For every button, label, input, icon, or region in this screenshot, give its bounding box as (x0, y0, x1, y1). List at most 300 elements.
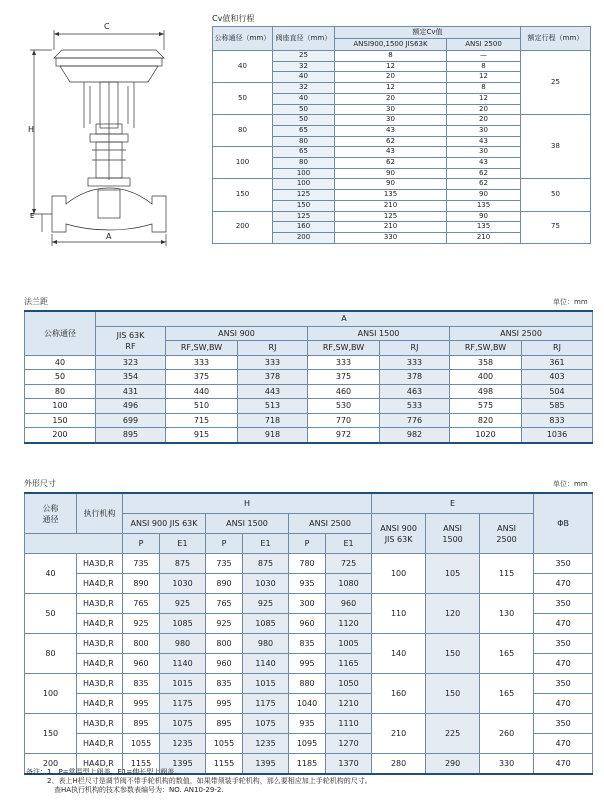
cv-cell: 135 (447, 222, 521, 233)
dim-header-p: P (206, 534, 243, 554)
flange-cell: 443 (238, 384, 308, 399)
flange-cell-nominal: 150 (25, 413, 96, 428)
dim-cell-e: 130 (480, 594, 534, 634)
cv-cell: 210 (335, 222, 447, 233)
dim-cell-actuator: HA4D,R (77, 574, 123, 594)
flange-cell: 375 (166, 370, 238, 385)
dim-cell-h: 800 (206, 634, 243, 654)
cv-cell: 30 (447, 147, 521, 158)
flange-unit: 单位：mm (553, 298, 588, 306)
dim-cell-h: 835 (289, 634, 326, 654)
cv-cell-nominal: 200 (213, 211, 273, 243)
dim-header-e-ansi2500 (480, 514, 534, 554)
dim-cell-h: 1185 (289, 754, 326, 775)
cv-cell: 330 (335, 232, 447, 243)
flange-cell-nominal: 100 (25, 399, 96, 414)
dim-cell-h: 980 (243, 634, 289, 654)
dim-cell-e: 330 (480, 754, 534, 775)
cv-cell: 160 (273, 222, 335, 233)
cv-row (213, 211, 591, 222)
dim-header-phib: ΦB (534, 493, 593, 554)
dim-cell-phib: 350 (534, 674, 593, 694)
flange-header-ansi900: ANSI 900 (166, 326, 308, 341)
dim-cell-h: 925 (123, 614, 160, 634)
flange-cell: 585 (522, 399, 593, 414)
flange-cell: 498 (450, 384, 522, 399)
cv-section-title: Cv值和行程 (212, 14, 255, 23)
cv-cell: 65 (273, 125, 335, 136)
note-line-3: 查HA执行机构的技术参数表编号为：NO. AN10-29-2. (54, 786, 224, 794)
dim-cell-e: 140 (372, 634, 426, 674)
cv-row (213, 179, 591, 190)
cv-row (213, 51, 591, 62)
dim-cell-h: 890 (123, 574, 160, 594)
dim-header-nominal-line2: 通径 (42, 514, 59, 524)
dim-cell-e: 110 (372, 594, 426, 634)
cv-cell: 8 (335, 51, 447, 62)
flange-row (25, 399, 593, 414)
dim-cell-actuator: HA3D,R (77, 674, 123, 694)
dim-cell-nominal: 100 (25, 674, 77, 714)
flange-cell-nominal: 40 (25, 355, 96, 370)
diagram-label-a: A (106, 232, 112, 241)
flange-cell-nominal: 200 (25, 428, 96, 443)
cv-cell: 30 (447, 125, 521, 136)
dim-header-e-ansi2500-line2: 2500 (496, 534, 517, 544)
flange-header-rf: RF,SW,BW (450, 341, 522, 356)
dim-header-h: H (123, 493, 372, 514)
cv-cell: 210 (447, 232, 521, 243)
dim-cell-phib: 470 (534, 654, 593, 674)
dim-cell-nominal: 80 (25, 634, 77, 674)
flange-row (25, 370, 593, 385)
cv-cell: 32 (273, 83, 335, 94)
dim-cell-h: 1075 (160, 714, 206, 734)
dim-cell-e: 160 (372, 674, 426, 714)
dim-cell-actuator: HA3D,R (77, 634, 123, 654)
dim-cell-actuator: HA3D,R (77, 554, 123, 574)
cv-cell-stroke: 75 (521, 211, 591, 243)
dim-header-e-ansi900 (372, 514, 426, 554)
dim-cell-h: 735 (206, 554, 243, 574)
cv-cell: 210 (335, 200, 447, 211)
note-line-2: 2、表上H栏尺寸是调节阀不带手轮机构的数值，如果带须装手轮机构，那么要相应加上手轮机构的尺寸。 (47, 777, 372, 785)
flange-cell: 918 (238, 428, 308, 443)
dim-cell-h: 960 (289, 614, 326, 634)
dim-header-nominal (25, 493, 77, 534)
dim-cell-h: 995 (123, 694, 160, 714)
dim-header-spacer (25, 534, 123, 554)
dim-header-e: E (372, 493, 534, 514)
cv-cell-nominal: 100 (213, 147, 273, 179)
cv-cell: 125 (273, 190, 335, 201)
cv-header-seat: 阀座直径（mm） (273, 27, 335, 51)
flange-cell: 496 (96, 399, 166, 414)
dim-row (25, 554, 593, 574)
flange-header-ansi2500: ANSI 2500 (450, 326, 593, 341)
cv-cell-stroke: 38 (521, 115, 591, 179)
cv-header-ansi900: ANSI900,1500 JIS63K (335, 39, 447, 51)
cv-cell: 12 (447, 93, 521, 104)
dim-cell-e: 100 (372, 554, 426, 594)
flange-cell: 699 (96, 413, 166, 428)
dim-cell-actuator: HA4D,R (77, 734, 123, 754)
cv-cell: 50 (273, 104, 335, 115)
dim-cell-h: 1175 (243, 694, 289, 714)
dim-cell-h: 1095 (289, 734, 326, 754)
cv-cell: 65 (273, 147, 335, 158)
cv-cell: 90 (447, 190, 521, 201)
dim-header-e-ansi1500-line2: 1500 (442, 534, 463, 544)
cv-cell: 25 (273, 51, 335, 62)
dim-cell-h: 925 (206, 614, 243, 634)
flange-cell: 333 (308, 355, 380, 370)
dim-cell-actuator: HA3D,R (77, 594, 123, 614)
flange-cell: 895 (96, 428, 166, 443)
cv-cell: 90 (335, 168, 447, 179)
dim-cell-h: 765 (123, 594, 160, 614)
flange-cell: 431 (96, 384, 166, 399)
cv-cell: 20 (335, 72, 447, 83)
dim-cell-h: 960 (123, 654, 160, 674)
dim-cell-e: 260 (480, 714, 534, 754)
dim-cell-h: 1235 (160, 734, 206, 754)
dim-header-e-ansi1500 (426, 514, 480, 554)
dim-row (25, 714, 593, 734)
dim-cell-h: 1175 (160, 694, 206, 714)
flange-cell: 533 (380, 399, 450, 414)
dim-cell-h: 960 (206, 654, 243, 674)
flange-cell: 504 (522, 384, 593, 399)
flange-cell: 323 (96, 355, 166, 370)
dim-cell-h: 1005 (326, 634, 372, 654)
dim-cell-phib: 350 (534, 714, 593, 734)
dim-cell-h: 1395 (243, 754, 289, 775)
cv-cell: 62 (447, 168, 521, 179)
dim-cell-h: 1015 (243, 674, 289, 694)
flange-cell: 378 (380, 370, 450, 385)
flange-cell: 358 (450, 355, 522, 370)
cv-cell: 62 (335, 158, 447, 169)
dim-cell-h: 835 (123, 674, 160, 694)
flange-header-jis-line1: JIS 63K (116, 330, 145, 340)
cv-cell: 43 (447, 158, 521, 169)
cv-cell: 125 (273, 211, 335, 222)
dim-cell-e: 225 (426, 714, 480, 754)
dim-row (25, 594, 593, 614)
dim-cell-h: 1030 (243, 574, 289, 594)
dim-row (25, 674, 593, 694)
flange-header-jis (96, 326, 166, 355)
dim-cell-h: 1235 (243, 734, 289, 754)
dim-cell-h: 1120 (326, 614, 372, 634)
dim-cell-h: 800 (123, 634, 160, 654)
cv-table (212, 26, 591, 244)
dim-header-e1: E1 (243, 534, 289, 554)
dim-cell-h: 1140 (160, 654, 206, 674)
cv-cell: 62 (335, 136, 447, 147)
dim-cell-h: 1050 (326, 674, 372, 694)
dim-cell-phib: 350 (534, 634, 593, 654)
dim-cell-h: 935 (289, 574, 326, 594)
dim-cell-h: 1270 (326, 734, 372, 754)
flange-cell: 1020 (450, 428, 522, 443)
flange-header-ansi1500: ANSI 1500 (308, 326, 450, 341)
dim-cell-h: 895 (123, 714, 160, 734)
flange-cell-nominal: 80 (25, 384, 96, 399)
cv-cell: 125 (335, 211, 447, 222)
cv-cell: 80 (273, 136, 335, 147)
dim-cell-h: 960 (326, 594, 372, 614)
dim-cell-e: 280 (372, 754, 426, 775)
dim-cell-h: 1040 (289, 694, 326, 714)
cv-cell: 100 (273, 179, 335, 190)
cv-cell: 20 (447, 115, 521, 126)
note-line-1: 备注：1、P=常温型上阀盖，E1=伸长型上阀盖。 (26, 768, 182, 776)
cv-cell: 43 (447, 136, 521, 147)
flange-cell: 354 (96, 370, 166, 385)
flange-cell: 715 (166, 413, 238, 428)
flange-cell: 333 (238, 355, 308, 370)
dim-cell-e: 150 (426, 674, 480, 714)
dim-header-e1: E1 (160, 534, 206, 554)
valve-diagram (26, 20, 176, 252)
cv-header-nominal: 公称通径（mm） (213, 27, 273, 51)
flange-cell: 1036 (522, 428, 593, 443)
dim-section-title: 外形尺寸 (24, 479, 56, 488)
cv-cell: 40 (273, 93, 335, 104)
dim-cell-phib: 470 (534, 694, 593, 714)
dim-cell-h: 1210 (326, 694, 372, 714)
dim-cell-h: 925 (160, 594, 206, 614)
dim-cell-h: 1370 (326, 754, 372, 775)
flange-cell: 463 (380, 384, 450, 399)
flange-header-rf: RF,SW,BW (166, 341, 238, 356)
cv-cell: 50 (273, 115, 335, 126)
cv-cell: 30 (335, 115, 447, 126)
flange-cell: 510 (166, 399, 238, 414)
dim-header-p: P (289, 534, 326, 554)
flange-row (25, 413, 593, 428)
flange-header-rj: RJ (380, 341, 450, 356)
dim-cell-h: 1015 (160, 674, 206, 694)
dim-cell-nominal: 40 (25, 554, 77, 594)
dim-cell-h: 1080 (326, 574, 372, 594)
flange-cell: 530 (308, 399, 380, 414)
cv-cell: 30 (335, 104, 447, 115)
dim-cell-e: 115 (480, 554, 534, 594)
dim-cell-h: 1055 (123, 734, 160, 754)
cv-cell-nominal: 150 (213, 179, 273, 211)
flange-cell: 972 (308, 428, 380, 443)
dim-cell-h: 735 (123, 554, 160, 574)
cv-cell: 40 (273, 72, 335, 83)
cv-cell: 150 (273, 200, 335, 211)
dim-header-ansi2500: ANSI 2500 (289, 514, 372, 534)
cv-cell: 200 (273, 232, 335, 243)
dim-cell-h: 995 (289, 654, 326, 674)
dim-cell-phib: 470 (534, 614, 593, 634)
flange-cell: 400 (450, 370, 522, 385)
dim-cell-h: 1155 (123, 754, 160, 775)
dim-cell-nominal: 50 (25, 594, 77, 634)
cv-cell: 20 (335, 93, 447, 104)
cv-cell: 20 (447, 104, 521, 115)
dim-cell-h: 300 (289, 594, 326, 614)
dim-cell-h: 880 (289, 674, 326, 694)
dim-cell-h: 835 (206, 674, 243, 694)
cv-header-ansi2500: ANSI 2500 (447, 39, 521, 51)
cv-cell: 135 (335, 190, 447, 201)
dim-cell-phib: 470 (534, 734, 593, 754)
flange-header-a: A (96, 311, 593, 326)
dim-header-nominal-line1: 公称 (42, 503, 59, 513)
dim-cell-h: 1075 (243, 714, 289, 734)
diagram-label-c: C (104, 22, 110, 31)
dim-cell-h: 895 (206, 714, 243, 734)
flange-cell: 915 (166, 428, 238, 443)
dim-header-p: P (123, 534, 160, 554)
cv-cell: 12 (447, 72, 521, 83)
dim-cell-h: 1055 (206, 734, 243, 754)
flange-cell: 982 (380, 428, 450, 443)
flange-cell: 440 (166, 384, 238, 399)
flange-cell: 575 (450, 399, 522, 414)
dim-cell-h: 925 (243, 594, 289, 614)
cv-cell: 90 (447, 211, 521, 222)
dim-cell-h: 1030 (160, 574, 206, 594)
cv-cell: 62 (447, 179, 521, 190)
dim-cell-e: 105 (426, 554, 480, 594)
flange-cell: 403 (522, 370, 593, 385)
dim-cell-h: 995 (206, 694, 243, 714)
dim-cell-h: 780 (289, 554, 326, 574)
dim-cell-nominal: 200 (25, 754, 77, 775)
diagram-label-h: H (28, 125, 35, 134)
dim-cell-actuator: HA3D,R (77, 714, 123, 734)
dim-cell-h: 890 (206, 574, 243, 594)
dim-table (24, 492, 593, 775)
dim-header-e-ansi2500-line1: ANSI (497, 523, 517, 533)
dim-cell-phib: 350 (534, 594, 593, 614)
dim-header-e-ansi900-line2: JIS 63K (384, 534, 413, 544)
dim-header-e-ansi1500-line1: ANSI (443, 523, 463, 533)
cv-cell: 43 (335, 125, 447, 136)
dim-header-ansi900jis: ANSI 900 JIS 63K (123, 514, 206, 534)
dim-cell-h: 935 (289, 714, 326, 734)
flange-table (24, 310, 593, 444)
cv-cell: 32 (273, 61, 335, 72)
dim-cell-e: 290 (426, 754, 480, 775)
cv-cell-nominal: 40 (213, 51, 273, 83)
dim-cell-h: 765 (206, 594, 243, 614)
flange-row (25, 428, 593, 443)
flange-cell: 770 (308, 413, 380, 428)
dim-header-ansi1500: ANSI 1500 (206, 514, 289, 534)
cv-cell: 43 (335, 147, 447, 158)
dim-cell-e: 150 (426, 634, 480, 674)
cv-cell: — (447, 51, 521, 62)
dim-cell-actuator: HA4D,R (77, 614, 123, 634)
flange-header-nominal: 公称通径 (25, 311, 96, 355)
dim-header-e1: E1 (326, 534, 372, 554)
flange-cell: 513 (238, 399, 308, 414)
flange-cell-nominal: 50 (25, 370, 96, 385)
dim-cell-nominal: 150 (25, 714, 77, 754)
dim-cell-e: 210 (372, 714, 426, 754)
dim-cell-h: 1165 (326, 654, 372, 674)
cv-cell: 90 (335, 179, 447, 190)
dim-cell-h: 875 (160, 554, 206, 574)
flange-section-title: 法兰距 (24, 297, 48, 306)
flange-header-rf: RF,SW,BW (308, 341, 380, 356)
flange-cell: 375 (308, 370, 380, 385)
dim-cell-phib: 470 (534, 754, 593, 775)
cv-cell: 100 (273, 168, 335, 179)
cv-cell: 12 (335, 83, 447, 94)
dim-unit: 单位：mm (553, 480, 588, 488)
dim-cell-h: 1110 (326, 714, 372, 734)
cv-cell-stroke: 25 (521, 51, 591, 115)
flange-row (25, 384, 593, 399)
flange-cell: 820 (450, 413, 522, 428)
dim-cell-h: 1395 (160, 754, 206, 775)
dim-row (25, 634, 593, 654)
flange-cell: 833 (522, 413, 593, 428)
cv-cell: 135 (447, 200, 521, 211)
flange-header-jis-line2: RF (125, 341, 136, 351)
dim-cell-h: 875 (243, 554, 289, 574)
dim-cell-actuator: HA4D,R (77, 654, 123, 674)
cv-cell: 8 (447, 83, 521, 94)
flange-cell: 718 (238, 413, 308, 428)
dim-cell-phib: 470 (534, 574, 593, 594)
dim-cell-h: 1155 (206, 754, 243, 775)
cv-cell-nominal: 80 (213, 115, 273, 147)
dim-cell-e: 165 (480, 634, 534, 674)
flange-cell: 333 (380, 355, 450, 370)
dim-cell-h: 980 (160, 634, 206, 654)
cv-cell: 12 (335, 61, 447, 72)
flange-cell: 333 (166, 355, 238, 370)
flange-cell: 361 (522, 355, 593, 370)
dim-cell-actuator: HA4D,R (77, 754, 123, 775)
cv-header-stroke: 额定行程（mm） (521, 27, 591, 51)
flange-cell: 378 (238, 370, 308, 385)
cv-cell-stroke: 50 (521, 179, 591, 211)
dim-cell-h: 1140 (243, 654, 289, 674)
dim-header-actuator: 执行机构 (77, 493, 123, 534)
dim-cell-h: 1085 (243, 614, 289, 634)
cv-cell: 80 (273, 158, 335, 169)
flange-header-rj: RJ (238, 341, 308, 356)
flange-row (25, 355, 593, 370)
cv-cell: 8 (447, 61, 521, 72)
diagram-label-e: E (30, 212, 35, 220)
cv-row (213, 115, 591, 126)
dim-cell-phib: 350 (534, 554, 593, 574)
flange-cell: 776 (380, 413, 450, 428)
cv-cell-nominal: 50 (213, 83, 273, 115)
flange-cell: 460 (308, 384, 380, 399)
dim-cell-h: 1085 (160, 614, 206, 634)
dim-cell-e: 165 (480, 674, 534, 714)
notes (26, 768, 372, 795)
dim-header-e-ansi900-line1: ANSI 900 (380, 523, 417, 533)
dim-cell-e: 120 (426, 594, 480, 634)
cv-header-rated-cv: 额定Cv值 (335, 27, 521, 39)
dim-cell-actuator: HA4D,R (77, 694, 123, 714)
